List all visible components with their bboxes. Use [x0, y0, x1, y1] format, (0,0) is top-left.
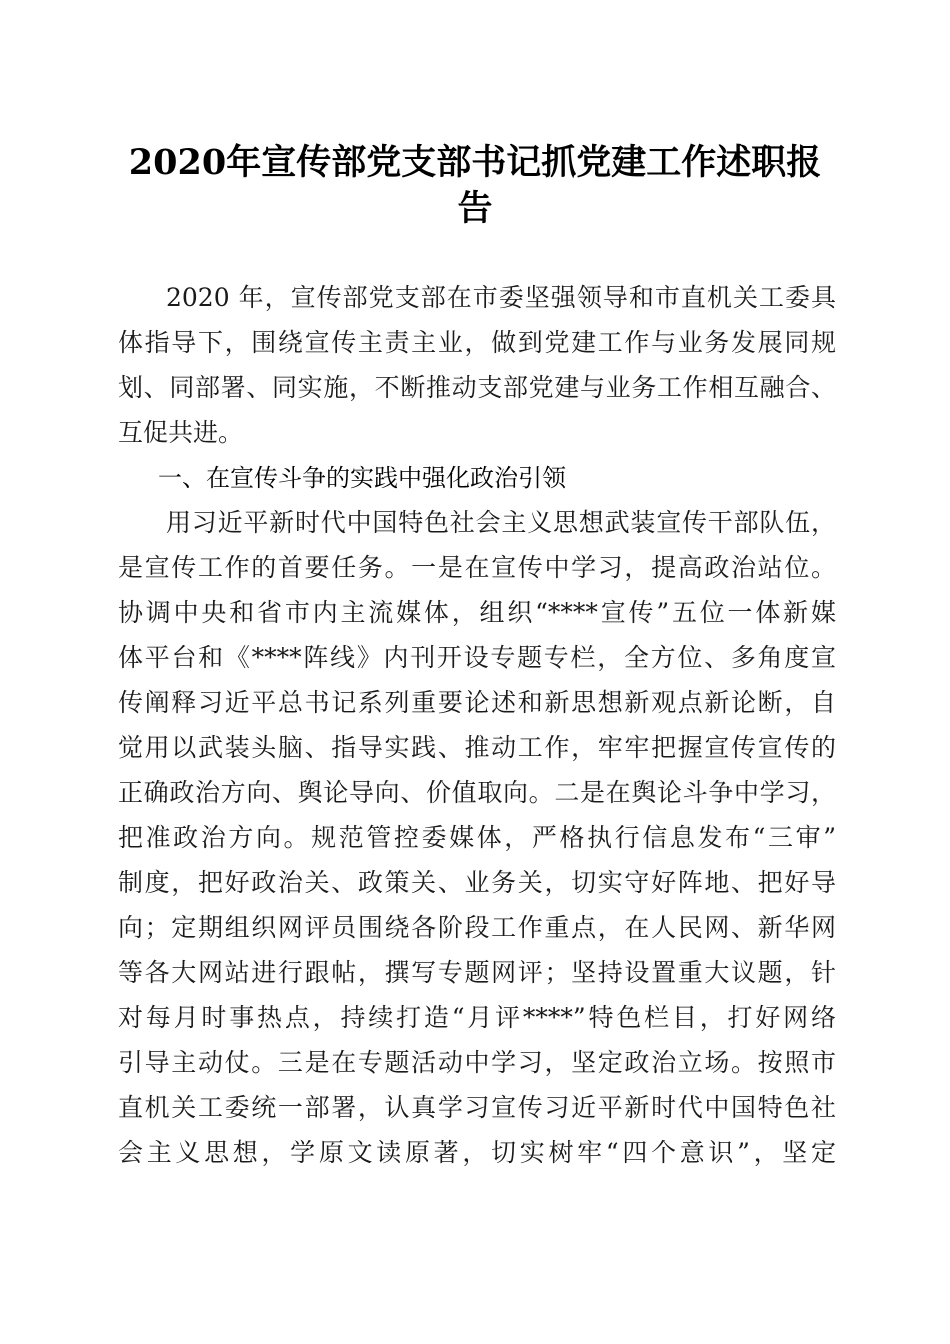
document-title-line-2: 告 — [457, 188, 493, 229]
intro-paragraph-line: 体指导下，围绕宣传主责主业，做到党建工作与业务发展同规 — [118, 328, 836, 357]
body-paragraph-line: 对每月时事热点，持续打造“月评****”特色栏目，打好网络 — [118, 1003, 836, 1032]
section-heading: 一、在宣传斗争的实践中强化政治引领 — [158, 464, 566, 492]
body-paragraph-line: 向；定期组织网评员围绕各阶段工作重点，在人民网、新华网 — [118, 913, 836, 942]
body-paragraph-line: 会主义思想，学原文读原著，切实树牢“四个意识”，坚定 — [118, 1138, 836, 1167]
body-paragraph-line: 协调中央和省市内主流媒体，组织“****宣传”五位一体新媒 — [118, 598, 836, 627]
body-paragraph-line: 用习近平新时代中国特色社会主义思想武装宣传干部队伍， — [166, 508, 836, 537]
body-paragraph-line: 传阐释习近平总书记系列重要论述和新思想新观点新论断，自 — [118, 688, 836, 717]
body-paragraph-line: 是宣传工作的首要任务。一是在宣传中学习，提高政治站位。 — [118, 553, 836, 582]
body-paragraph-line: 正确政治方向、舆论导向、价值取向。二是在舆论斗争中学习， — [118, 778, 836, 807]
intro-paragraph-line: 互促共进。 — [118, 418, 244, 447]
body-paragraph-line: 觉用以武装头脑、指导实践、推动工作，牢牢把握宣传宣传的 — [118, 733, 836, 762]
intro-paragraph-line: 2020 年，宣传部党支部在市委坚强领导和市直机关工委具 — [166, 283, 836, 312]
body-paragraph-line: 直机关工委统一部署，认真学习宣传习近平新时代中国特色社 — [118, 1093, 836, 1122]
intro-paragraph-line: 划、同部署、同实施，不断推动支部党建与业务工作相互融合、 — [118, 373, 836, 402]
body-paragraph-line: 引导主动仗。三是在专题活动中学习，坚定政治立场。按照市 — [118, 1048, 836, 1077]
body-paragraph-line: 把准政治方向。规范管控委媒体，严格执行信息发布“三审” — [118, 823, 836, 852]
body-paragraph-line: 体平台和《****阵线》内刊开设专题专栏，全方位、多角度宣 — [118, 643, 836, 672]
body-paragraph-line: 制度，把好政治关、政策关、业务关，切实守好阵地、把好导 — [118, 868, 836, 897]
body-paragraph-line: 等各大网站进行跟帖，撰写专题网评；坚持设置重大议题，针 — [118, 958, 836, 987]
document-title-line-1: 2020年宣传部党支部书记抓党建工作述职报 — [128, 142, 822, 183]
